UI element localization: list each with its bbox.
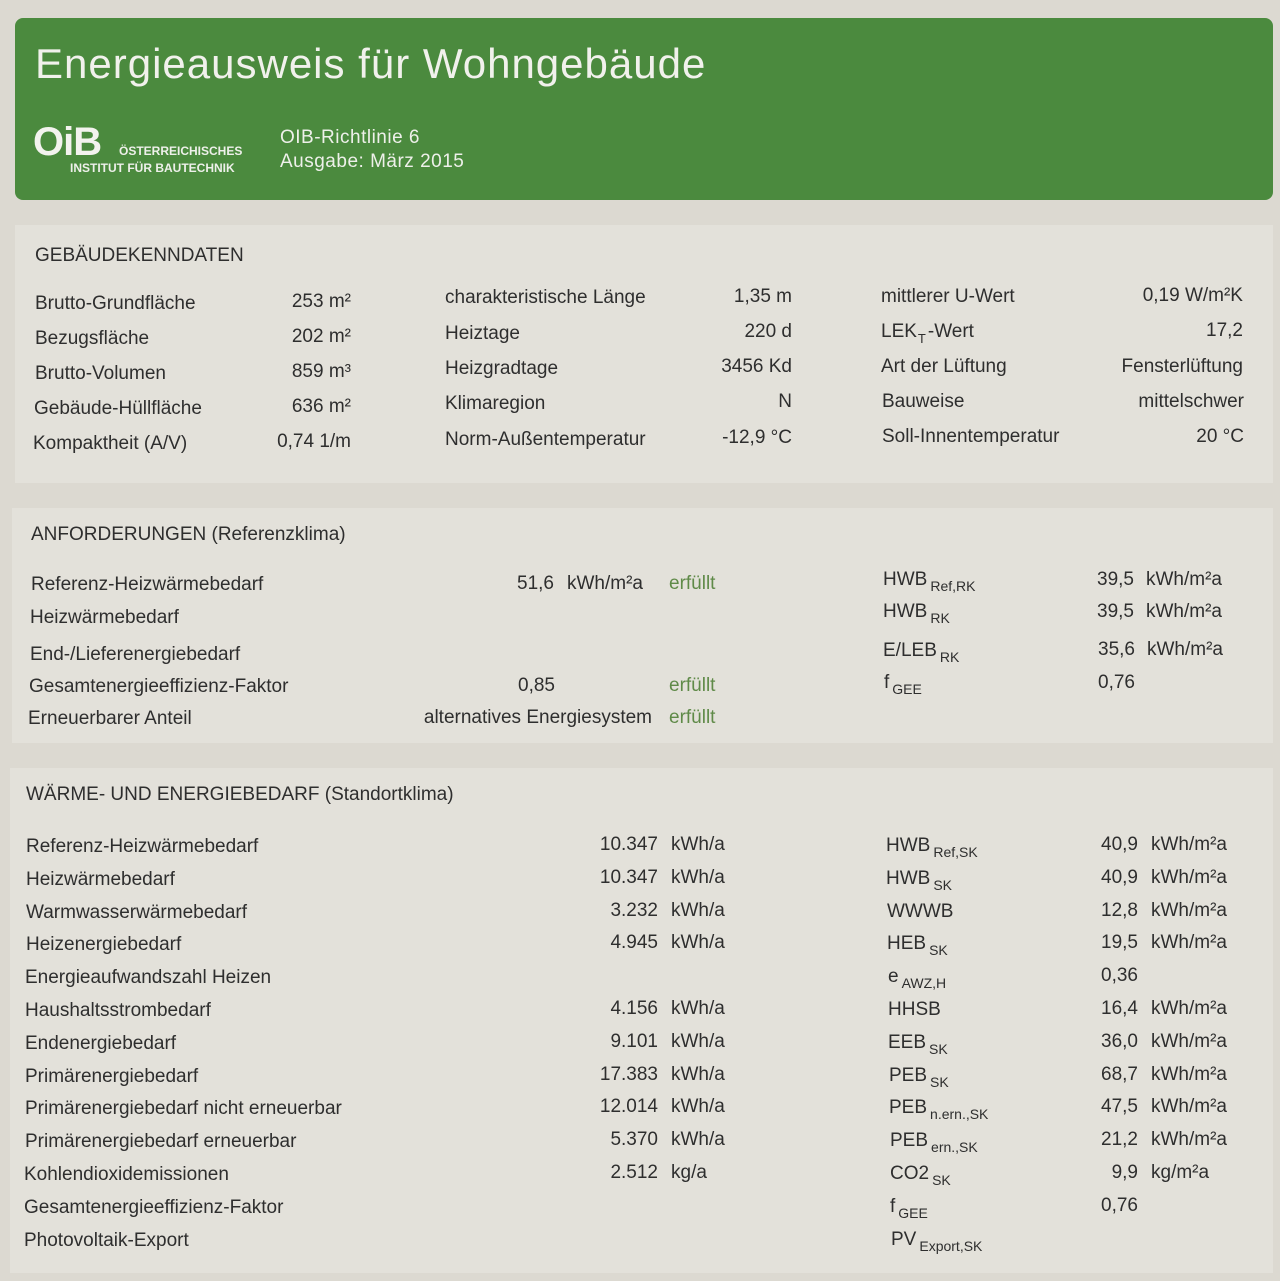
demand-label: Endenergiebedarf — [25, 1033, 177, 1054]
demand-symbol: HEB $_{SK}$ — [887, 933, 948, 958]
oib-logo-mark: OiB — [33, 120, 102, 164]
demand-unit: kWh/a — [671, 834, 725, 855]
demand-specific-value: 68,7 — [1101, 1064, 1138, 1085]
document-title: Energieausweis für Wohngebäude — [35, 40, 707, 87]
demand-specific-value: 21,2 — [1101, 1129, 1138, 1150]
demand-symbol: HWB $_{Ref,SK}$ — [886, 835, 978, 860]
demand-symbol: f $_{GEE}$ — [890, 1196, 928, 1221]
building-value: 0,74 1/m — [277, 431, 351, 452]
building-value: 220 d — [744, 321, 792, 342]
demand-specific-value: 9,9 — [1111, 1162, 1138, 1183]
demand-value: 5.370 — [610, 1129, 658, 1150]
demand-specific-unit: kWh/m²a — [1151, 932, 1227, 953]
building-label: Klimaregion — [445, 393, 546, 414]
requirement-status: erfüllt — [669, 573, 716, 594]
demand-label: Primärenergiebedarf — [25, 1066, 199, 1087]
requirement-symbol: f $_{GEE}$ — [884, 672, 922, 697]
requirements-section — [12, 508, 1273, 743]
demand-symbol: PEB $_{SK}$ — [889, 1065, 949, 1090]
demand-specific-value: 12,8 — [1101, 900, 1138, 921]
building-label: charakteristische Länge — [445, 287, 646, 308]
requirement-label: End-/Lieferenergiebedarf — [30, 644, 241, 665]
building-label: Bezugsfläche — [35, 328, 150, 349]
building-value: Fensterlüftung — [1121, 356, 1243, 377]
building-data-section — [15, 225, 1273, 483]
requirement-value: alternatives Energiesystem — [423, 707, 652, 728]
demand-specific-value: 40,9 — [1101, 867, 1138, 888]
demand-unit: kWh/a — [671, 998, 725, 1019]
demand-label: Energieaufwandszahl Heizen — [25, 967, 272, 988]
requirement-ref-unit: kWh/m²a — [1146, 601, 1222, 622]
building-value: 1,35 m — [733, 286, 792, 307]
demand-value: 4.156 — [610, 998, 658, 1019]
requirement-symbol: HWB $_{RK}$ — [883, 601, 950, 626]
building-value: N — [778, 391, 792, 412]
building-value: mittelschwer — [1138, 391, 1244, 412]
requirement-ref-value: 35,6 — [1098, 639, 1135, 660]
requirement-label: Gesamtenergieeffizienz-Faktor — [29, 676, 289, 697]
building-value: 17,2 — [1206, 320, 1243, 341]
demand-value: 12.014 — [599, 1096, 658, 1117]
building-label: Heiztage — [445, 323, 520, 344]
demand-unit: kg/a — [671, 1162, 707, 1183]
demand-label: Photovoltaik-Export — [24, 1230, 189, 1251]
guideline-name: OIB-Richtlinie 6 — [280, 127, 420, 148]
demand-symbol: CO2 $_{SK}$ — [890, 1163, 951, 1188]
guideline-edition: Ausgabe: März 2015 — [280, 151, 465, 172]
requirement-ref-unit: kWh/m²a — [1147, 639, 1223, 660]
requirement-label: Referenz-Heizwärmebedarf — [31, 574, 264, 595]
building-value: 859 m³ — [291, 361, 351, 382]
requirement-ref-value: 0,76 — [1098, 672, 1135, 693]
building-value: 202 m² — [291, 326, 351, 347]
demand-label: Heizwärmebedarf — [26, 869, 175, 890]
logo-text-line2: INSTITUT FÜR BAUTECHNIK — [70, 161, 235, 175]
demand-symbol: HWB $_{SK}$ — [886, 868, 953, 893]
building-label: mittlerer U-Wert — [881, 286, 1015, 307]
demand-label: Haushaltsstrombedarf — [25, 1000, 211, 1021]
demand-symbol: e $_{AWZ,H}$ — [888, 966, 947, 991]
demand-specific-unit: kWh/m²a — [1151, 1031, 1227, 1052]
requirement-value: 51,6 — [517, 573, 554, 594]
demand-specific-value: 47,5 — [1101, 1096, 1138, 1117]
requirement-value: 0,85 — [518, 675, 555, 696]
demand-unit: kWh/a — [671, 1031, 725, 1052]
demand-value: 10.347 — [599, 867, 658, 888]
building-value: 0,19 W/m²K — [1142, 285, 1243, 306]
demand-label: Gesamtenergieeffizienz-Faktor — [24, 1197, 284, 1218]
building-label: $LEK_T$ -Wert — [881, 321, 974, 346]
demand-symbol: HHSB — [888, 999, 941, 1020]
demand-unit: kWh/a — [671, 932, 725, 953]
demand-value: 4.945 — [610, 932, 658, 953]
demand-unit: kWh/a — [671, 1096, 725, 1117]
section-title-building-data: GEBÄUDEKENNDATEN — [35, 245, 244, 266]
demand-label: Heizenergiebedarf — [26, 934, 182, 955]
demand-unit: kWh/a — [671, 1129, 725, 1150]
demand-label: Warmwasserwärmebedarf — [26, 902, 248, 923]
demand-symbol: EEB $_{SK}$ — [888, 1032, 948, 1057]
guideline-info — [280, 126, 464, 174]
building-value: 636 m² — [291, 396, 351, 417]
demand-unit: kWh/a — [671, 867, 725, 888]
demand-specific-unit: kWh/m²a — [1151, 1129, 1227, 1150]
building-label: Brutto-Volumen — [35, 363, 166, 384]
logo-text-line1: ÖSTERREICHISCHES — [119, 144, 243, 158]
demand-specific-value: 19,5 — [1101, 932, 1138, 953]
demand-label: Kohlendioxidemissionen — [24, 1164, 229, 1185]
building-value: 3456 Kd — [721, 356, 792, 377]
demand-specific-unit: kWh/m²a — [1151, 867, 1227, 888]
requirement-symbol: HWB $_{Ref,RK}$ — [883, 569, 976, 594]
requirement-ref-value: 39,5 — [1097, 601, 1134, 622]
demand-value: 9.101 — [610, 1031, 658, 1052]
requirement-label: Erneuerbarer Anteil — [28, 708, 192, 729]
demand-specific-unit: kWh/m²a — [1151, 900, 1227, 921]
demand-specific-unit: kWh/m²a — [1151, 1064, 1227, 1085]
building-value: 20 °C — [1196, 426, 1244, 447]
demand-symbol: PEB $_{ern.,SK}$ — [890, 1130, 978, 1155]
demand-specific-value: 16,4 — [1101, 998, 1138, 1019]
section-title-requirements: ANFORDERUNGEN (Referenzklima) — [31, 524, 346, 545]
section-title-energy-demand: WÄRME- UND ENERGIEBEDARF (Standortklima) — [26, 784, 454, 805]
building-value: -12,9 °C — [722, 427, 792, 448]
building-label: Gebäude-Hüllfläche — [34, 398, 202, 419]
demand-specific-unit: kWh/m²a — [1151, 834, 1227, 855]
demand-value: 17.383 — [599, 1064, 658, 1085]
building-label: Norm-Außentemperatur — [445, 429, 646, 450]
demand-value: 2.512 — [610, 1162, 658, 1183]
demand-symbol: PV $_{Export,SK}$ — [891, 1229, 983, 1254]
building-label: Bauweise — [882, 391, 965, 412]
building-label: Art der Lüftung — [881, 356, 1007, 377]
demand-unit: kWh/a — [671, 1064, 725, 1085]
requirement-ref-value: 39,5 — [1097, 569, 1134, 590]
demand-label: Primärenergiebedarf erneuerbar — [25, 1131, 297, 1152]
demand-specific-value: 0,76 — [1101, 1195, 1138, 1216]
building-label: Kompaktheit (A/V) — [33, 433, 188, 454]
demand-label: Referenz-Heizwärmebedarf — [26, 836, 259, 857]
building-label: Heizgradtage — [445, 358, 559, 379]
demand-specific-unit: kWh/m²a — [1151, 1096, 1227, 1117]
building-label: Brutto-Grundfläche — [35, 293, 196, 314]
demand-specific-value: 36,0 — [1101, 1031, 1138, 1052]
header-banner — [15, 18, 1273, 200]
requirement-ref-unit: kWh/m²a — [1146, 569, 1222, 590]
requirement-label: Heizwärmebedarf — [30, 607, 179, 628]
demand-value: 10.347 — [599, 834, 658, 855]
demand-symbol: WWWB — [887, 901, 954, 922]
demand-specific-value: 40,9 — [1101, 834, 1138, 855]
demand-specific-value: 0,36 — [1101, 965, 1138, 986]
demand-specific-unit: kWh/m²a — [1151, 998, 1227, 1019]
requirement-symbol: E/LEB $_{RK}$ — [883, 640, 960, 665]
requirement-status: erfüllt — [669, 675, 716, 696]
demand-symbol: PEB $_{n.ern.,SK}$ — [889, 1097, 989, 1122]
building-value: 253 m² — [291, 291, 351, 312]
building-label: Soll-Innentemperatur — [882, 426, 1060, 447]
demand-unit: kWh/a — [671, 900, 725, 921]
requirement-unit: kWh/m²a — [567, 573, 643, 594]
demand-label: Primärenergiebedarf nicht erneuerbar — [25, 1098, 342, 1119]
demand-specific-unit: kg/m²a — [1151, 1162, 1210, 1183]
requirement-status: erfüllt — [669, 707, 716, 728]
demand-value: 3.232 — [610, 900, 658, 921]
